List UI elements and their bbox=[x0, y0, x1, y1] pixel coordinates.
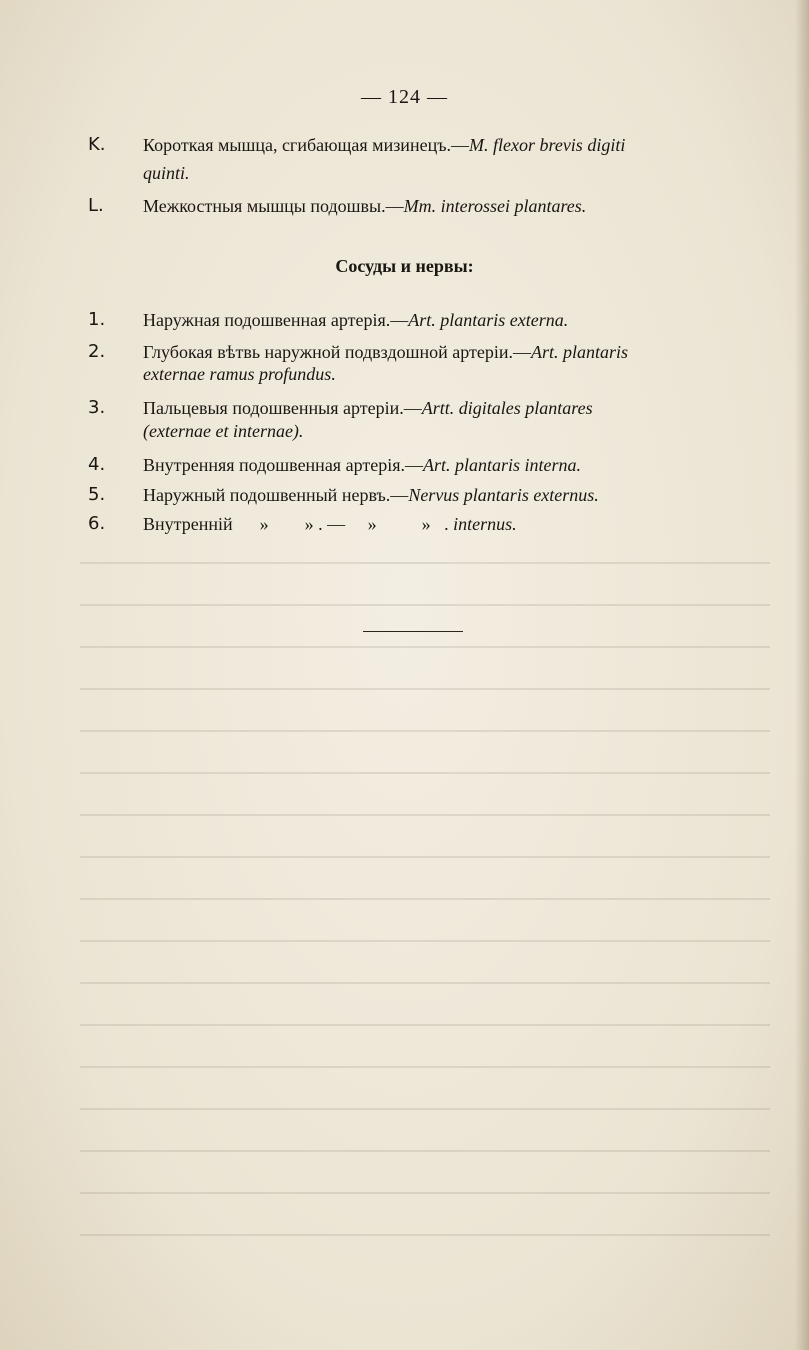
entry-text: Наружная подошвенная артерія.— bbox=[143, 310, 409, 330]
entry-body bbox=[143, 191, 748, 221]
entry-text: Наружный подошвенный нервъ.— bbox=[143, 485, 409, 505]
entry-body bbox=[143, 393, 748, 423]
page-number: — 124 — bbox=[361, 86, 448, 108]
entry-label: 3. bbox=[88, 397, 106, 418]
entry-latin: Art. plantaris interna. bbox=[422, 455, 581, 475]
entry-l bbox=[88, 191, 748, 221]
bleed-through-texture bbox=[80, 540, 770, 1240]
page-edge-shadow bbox=[795, 0, 809, 1350]
entry-label: K. bbox=[88, 134, 106, 155]
entry-label: 1. bbox=[88, 309, 106, 330]
entry-latin: Artt. digitales plantares bbox=[421, 398, 593, 418]
entry-text: Внутренній » » . — » » . bbox=[143, 514, 449, 534]
entry-latin: internus. bbox=[453, 514, 517, 534]
entry-k-continuation: quinti. bbox=[143, 163, 190, 183]
entry-2 bbox=[88, 337, 748, 367]
entry-latin: M. flexor brevis digiti bbox=[469, 135, 626, 155]
entry-text: Короткая мышца, сгибающая мизинецъ.— bbox=[143, 135, 470, 155]
entry-text: Межкостныя мышцы подошвы.— bbox=[143, 196, 404, 216]
entry-text: Внутренняя подошвенная артерія.— bbox=[143, 455, 423, 475]
entry-2-continuation: externae ramus profundus. bbox=[143, 364, 336, 384]
entry-body bbox=[143, 480, 748, 510]
entry-label: L. bbox=[88, 195, 104, 216]
entry-label: 6. bbox=[88, 513, 106, 534]
entry-6 bbox=[88, 509, 748, 539]
entry-text: Глубокая вѣтвь наружной подвздошной артеріи.— bbox=[143, 342, 531, 362]
entry-k bbox=[88, 130, 748, 160]
entry-4 bbox=[88, 450, 748, 480]
entry-5 bbox=[88, 480, 748, 510]
entry-body bbox=[143, 305, 748, 335]
entry-3 bbox=[88, 393, 748, 423]
entry-1 bbox=[88, 305, 748, 335]
entry-label: 5. bbox=[88, 484, 106, 505]
entry-text: Пальцевыя подошвенныя артеріи.— bbox=[143, 398, 422, 418]
section-heading: Сосуды и нервы: bbox=[335, 256, 474, 276]
entry-label: 2. bbox=[88, 341, 106, 362]
entry-body bbox=[143, 130, 748, 160]
entry-latin: Art. plantaris bbox=[530, 342, 628, 362]
entry-latin: Art. plantaris externa. bbox=[408, 310, 569, 330]
entry-body bbox=[143, 337, 748, 367]
entry-latin: Nervus plantaris externus. bbox=[408, 485, 599, 505]
entry-3-continuation: (externae et internae). bbox=[143, 421, 304, 441]
entry-body bbox=[143, 450, 748, 480]
entry-latin: Mm. interossei plantares. bbox=[403, 196, 587, 216]
entry-body bbox=[143, 509, 748, 539]
horizontal-rule bbox=[363, 631, 463, 632]
entry-label: 4. bbox=[88, 454, 106, 475]
